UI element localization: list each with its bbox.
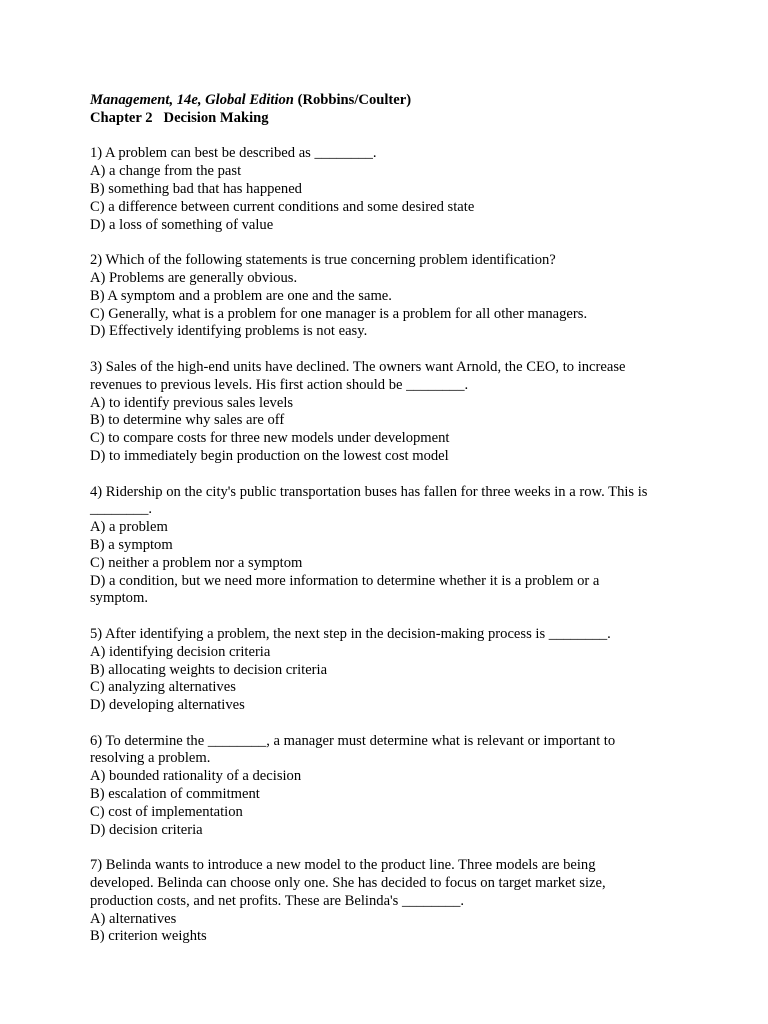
question-6	[90, 733, 690, 840]
answer-option: C) analyzing alternatives	[90, 679, 236, 696]
answer-option: B) something bad that has happened	[90, 180, 302, 197]
answer-option: symptom.	[90, 590, 148, 607]
question-2	[90, 252, 690, 341]
answer-option: A) alternatives	[90, 910, 177, 927]
answer-option: C) Generally, what is a problem for one manager is a problem for all other managers.	[90, 305, 588, 322]
answer-option: C) neither a problem nor a symptom	[90, 554, 303, 571]
answer-option: D) Effectively identifying problems is not easy.	[90, 323, 368, 340]
question-stem: 2) Which of the following statements is true concerning problem identification?	[90, 252, 556, 269]
answer-option: A) a problem	[90, 519, 168, 536]
question-7	[90, 857, 690, 946]
answer-option: B) escalation of commitment	[90, 786, 260, 803]
answer-option: A) to identify previous sales levels	[90, 394, 294, 411]
answer-option: B) A symptom and a problem are one and the same.	[90, 287, 392, 304]
answer-option: A) a change from the past	[90, 163, 242, 180]
question-stem: 6) To determine the ________, a manager must determine what is relevant or important to	[90, 732, 616, 749]
answer-option: C) a difference between current conditions and some desired state	[90, 198, 475, 215]
answer-option: C) to compare costs for three new models under development	[90, 430, 450, 447]
question-1	[90, 145, 690, 234]
answer-option: A) identifying decision criteria	[90, 643, 271, 660]
question-stem: revenues to previous levels. His first action should be ________.	[90, 376, 469, 393]
chapter-number: Chapter 2	[90, 109, 153, 126]
answer-option: B) a symptom	[90, 536, 173, 553]
document-page	[90, 92, 690, 946]
answer-option: D) to immediately begin production on the lowest cost model	[90, 447, 449, 464]
answer-option: A) bounded rationality of a decision	[90, 768, 302, 785]
question-stem: 5) After identifying a problem, the next step in the decision-making process is ________.	[90, 625, 611, 642]
question-stem: developed. Belinda can choose only one. She has decided to focus on target market size,	[90, 875, 606, 892]
question-stem: 4) Ridership on the city's public transportation buses has fallen for three weeks in a row. This is	[90, 483, 648, 500]
answer-option: B) to determine why sales are off	[90, 412, 285, 429]
question-stem: production costs, and net profits. These are Belinda's ________.	[90, 892, 465, 909]
question-3	[90, 359, 690, 466]
answer-option: B) criterion weights	[90, 928, 207, 945]
answer-option: D) a loss of something of value	[90, 216, 274, 233]
book-title: Management, 14e, Global Edition	[90, 92, 294, 108]
answer-option: A) Problems are generally obvious.	[90, 269, 298, 286]
question-stem: 3) Sales of the high-end units have declined. The owners want Arnold, the CEO, to increase	[90, 358, 626, 375]
answer-option: D) developing alternatives	[90, 697, 245, 714]
question-stem: ________.	[90, 501, 153, 518]
answer-option: D) decision criteria	[90, 821, 203, 838]
book-title-line	[90, 92, 690, 110]
chapter-title: Decision Making	[163, 109, 269, 126]
answer-option: C) cost of implementation	[90, 803, 243, 820]
book-authors: (Robbins/Coulter)	[297, 92, 412, 108]
question-stem: 1) A problem can best be described as ________.	[90, 145, 377, 162]
answer-option: D) a condition, but we need more information to determine whether it is a problem or a	[90, 572, 600, 589]
answer-option: B) allocating weights to decision criteria	[90, 661, 328, 678]
chapter-heading	[90, 110, 690, 128]
question-stem: resolving a problem.	[90, 750, 211, 767]
question-stem: 7) Belinda wants to introduce a new model to the product line. Three models are being	[90, 857, 596, 874]
question-list	[90, 145, 690, 946]
question-5	[90, 626, 690, 715]
question-4	[90, 484, 690, 609]
